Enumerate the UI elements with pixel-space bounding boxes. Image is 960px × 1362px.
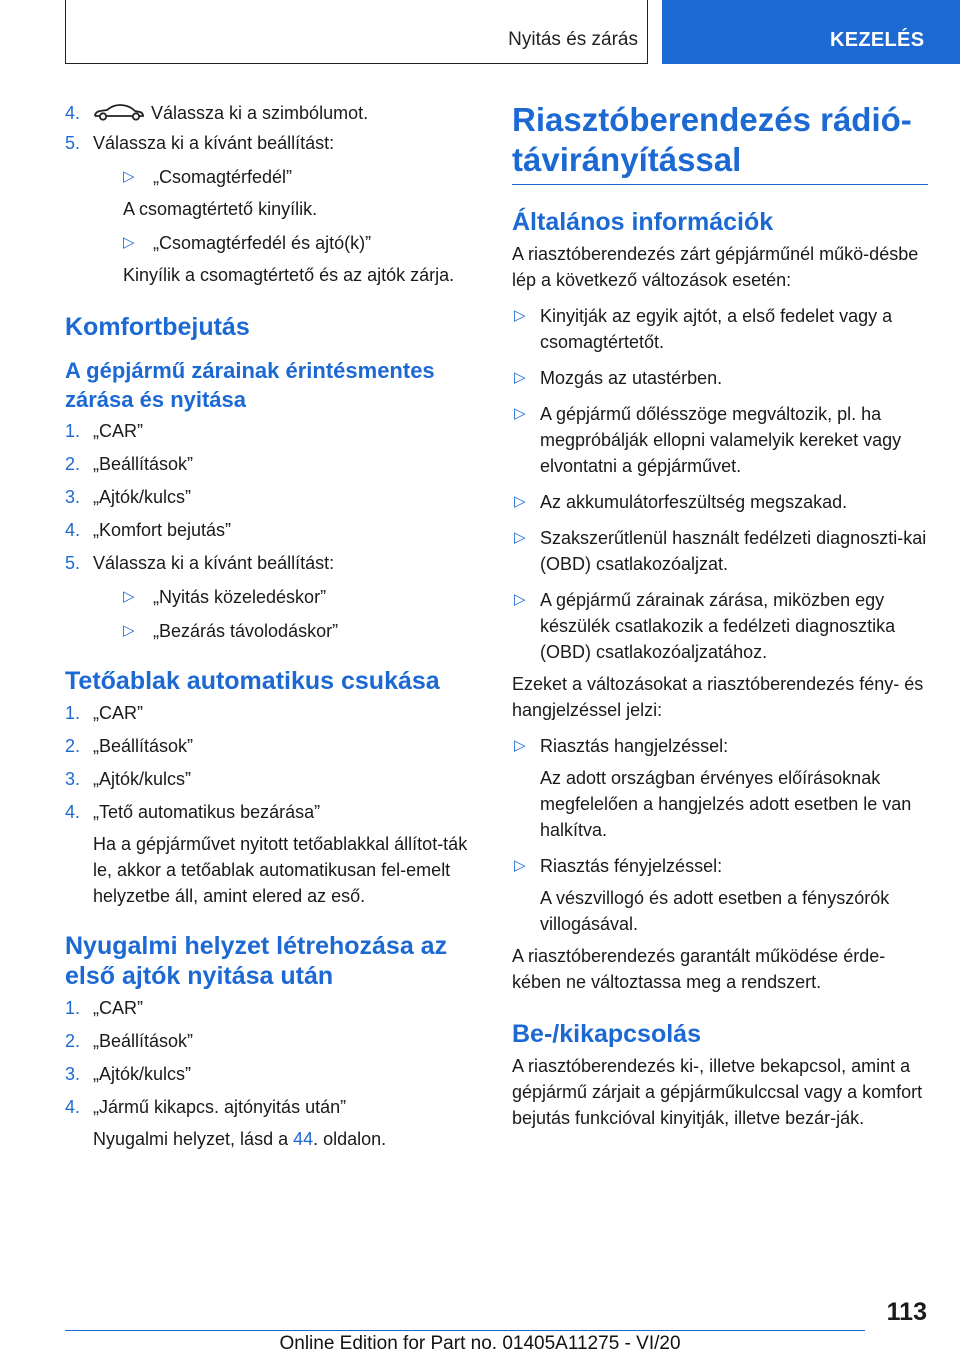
step-text: „Ajtók/kulcs”	[93, 1064, 192, 1084]
triangle-bullet-icon: ▷	[123, 234, 135, 251]
chapter-title: Riasztóberendezés rádió-távirányítással	[512, 100, 928, 185]
left-column	[65, 100, 470, 1152]
step-number: 4.	[65, 802, 81, 822]
step-text: Válassza ki a kívánt beállítást:	[93, 553, 335, 573]
step-item	[65, 1094, 470, 1120]
section-title: Tetőablak automatikus csukása	[65, 667, 440, 695]
triangle-bullet-icon: ▷	[123, 168, 135, 185]
step-item	[65, 100, 470, 126]
step-number: 4.	[65, 103, 81, 123]
section-title: Komfortbejutás	[65, 313, 250, 341]
step-item	[65, 799, 470, 825]
step-item	[65, 700, 470, 726]
triangle-bullet-icon: ▷	[514, 307, 526, 324]
chapter-tab: KEZELÉS	[662, 0, 960, 64]
signal-description: A vészvillogó és adott esetben a fényszórók villogásával.	[540, 888, 890, 934]
step-number: 5.	[65, 553, 81, 573]
list-item-text: A gépjármű zárainak zárása, miközben egy készülék csatlakozik a fedélzeti diagnosztika (OBD) csatlakozóaljzatához.	[540, 590, 896, 662]
page-reference-link[interactable]: 44	[293, 1129, 314, 1149]
header-section-title: Nyitás és zárás	[508, 29, 638, 50]
step-text: „Beállítások”	[93, 736, 194, 756]
step-number: 3.	[65, 1064, 81, 1084]
list-item	[512, 853, 928, 879]
option-item	[65, 230, 470, 256]
option-description: A csomagtértető kinyílik.	[123, 199, 318, 219]
list-item	[512, 733, 928, 759]
option-label: „Csomagtérfedél”	[153, 167, 293, 187]
triangle-bullet-icon: ▷	[514, 405, 526, 422]
step-text: „Komfort bejutás”	[93, 520, 232, 540]
step-text: Válassza ki a kívánt beállítást:	[93, 133, 335, 153]
step-number: 5.	[65, 133, 81, 153]
step-text: „Beállítások”	[93, 454, 194, 474]
page-number: 113	[886, 1298, 927, 1326]
paragraph: A riasztóberendezés ki-, illetve bekapcsol, amint a gépjármű zárjait a gépjárműkulccsal vagy a komfort bejutás funkcióval kinyitják, illetve bezár-ják.	[512, 1056, 923, 1128]
intro-paragraph: A riasztóberendezés zárt gépjárműnél műkö-désbe lép a következő változások esetén:	[512, 244, 919, 290]
komfort-steps	[65, 418, 470, 644]
step-text: „Tető automatikus bezárása”	[93, 802, 321, 822]
list-item-text: A gépjármű dőlésszöge megváltozik, pl. ha megpróbálják ellopni valamelyik kereket vagy elvontatni a gépjárművet.	[540, 404, 902, 476]
right-column	[512, 100, 928, 1131]
step-number: 2.	[65, 454, 81, 474]
step-item	[65, 995, 470, 1021]
signal-intro: Ezeket a változásokat a riasztóberendezés fény- és hangjelzéssel jelzi:	[512, 674, 924, 720]
step-item	[65, 418, 470, 444]
step-number: 2.	[65, 1031, 81, 1051]
step-text: „CAR”	[93, 998, 143, 1018]
step-number: 1.	[65, 421, 81, 441]
step-item	[65, 550, 470, 576]
triangle-bullet-icon: ▷	[514, 857, 526, 874]
step-number: 1.	[65, 998, 81, 1018]
step-item	[65, 451, 470, 477]
note-text: Nyugalmi helyzet, lásd a	[93, 1129, 294, 1149]
triangle-bullet-icon: ▷	[514, 493, 526, 510]
step-number: 4.	[65, 520, 81, 540]
list-item	[512, 401, 928, 479]
list-item-text: Riasztás hangjelzéssel:	[540, 736, 729, 756]
step-number: 3.	[65, 487, 81, 507]
signal-description: Az adott országban érvényes előírásoknak megfelelően a hangjelzés adott esetben le van halkítva.	[540, 768, 912, 840]
list-item	[512, 489, 928, 515]
list-item	[512, 525, 928, 577]
triangle-bullet-icon: ▷	[514, 529, 526, 546]
car-symbol-icon	[93, 101, 145, 123]
teto-steps	[65, 700, 470, 909]
step-number: 2.	[65, 736, 81, 756]
step-item	[65, 484, 470, 510]
option-item	[65, 164, 470, 190]
step-text: „Jármű kikapcs. ajtónyitás után”	[93, 1097, 347, 1117]
section-title: Általános információk	[512, 208, 774, 236]
option-item	[65, 618, 470, 644]
closing-paragraph: A riasztóberendezés garantált működése érde-kében ne változtassa meg a rendszert.	[512, 946, 886, 992]
triangle-bullet-icon: ▷	[514, 369, 526, 386]
nyugalmi-steps	[65, 995, 470, 1152]
section-title: Nyugalmi helyzet létrehozása az első ajtók nyitása után	[65, 932, 448, 990]
section-title: Be-/kikapcsolás	[512, 1020, 701, 1048]
triangle-bullet-icon: ▷	[123, 588, 135, 605]
option-label: „Csomagtérfedél és ajtó(k)”	[153, 233, 372, 253]
step-item	[65, 766, 470, 792]
option-label: „Bezárás távolodáskor”	[153, 621, 339, 641]
step-item	[65, 1028, 470, 1054]
footer-divider	[65, 1330, 865, 1331]
step-item	[65, 733, 470, 759]
option-description: Kinyílik a csomagtértető és az ajtók zárja.	[123, 265, 455, 285]
list-item-text: Az akkumulátorfeszültség megszakad.	[540, 492, 848, 512]
step-text: „Ajtók/kulcs”	[93, 769, 192, 789]
step-note	[65, 1126, 470, 1152]
step-item	[65, 130, 470, 156]
step-number: 4.	[65, 1097, 81, 1117]
list-item	[512, 365, 928, 391]
list-item-text: Riasztás fényjelzéssel:	[540, 856, 723, 876]
step-item	[65, 1061, 470, 1087]
list-item-text: Szakszerűtlenül használt fedélzeti diagnoszti-kai (OBD) csatlakozóaljzat.	[540, 528, 927, 574]
triangle-bullet-icon: ▷	[514, 737, 526, 754]
footer-edition: Online Edition for Part no. 01405A11275 - VI/20	[279, 1333, 681, 1354]
step-note: Ha a gépjárművet nyitott tetőablakkal állítot-ták le, akkor a tetőablak automatikusan fel-emelt helyzetbe áll, amint elered az eső.	[93, 834, 468, 906]
note-text: . oldalon.	[313, 1129, 387, 1149]
list-item	[512, 303, 928, 355]
list-item-text: Mozgás az utastérben.	[540, 368, 723, 388]
step-text: „CAR”	[93, 421, 143, 441]
subsection-title: A gépjármű zárainak érintésmentes zárása és nyitása	[65, 358, 435, 412]
option-item	[65, 584, 470, 610]
triangle-bullet-icon: ▷	[123, 622, 135, 639]
list-item	[512, 587, 928, 665]
step-text: „Ajtók/kulcs”	[93, 487, 192, 507]
step-item	[65, 517, 470, 543]
option-label: „Nyitás közeledéskor”	[153, 587, 327, 607]
list-item-text: Kinyitják az egyik ajtót, a első fedelet vagy a csomagtértetőt.	[540, 306, 893, 352]
triangle-bullet-icon: ▷	[514, 591, 526, 608]
step-text: Válassza ki a szimbólumot.	[151, 103, 369, 123]
step-number: 1.	[65, 703, 81, 723]
step-text: „CAR”	[93, 703, 143, 723]
step-number: 3.	[65, 769, 81, 789]
step-text: „Beállítások”	[93, 1031, 194, 1051]
